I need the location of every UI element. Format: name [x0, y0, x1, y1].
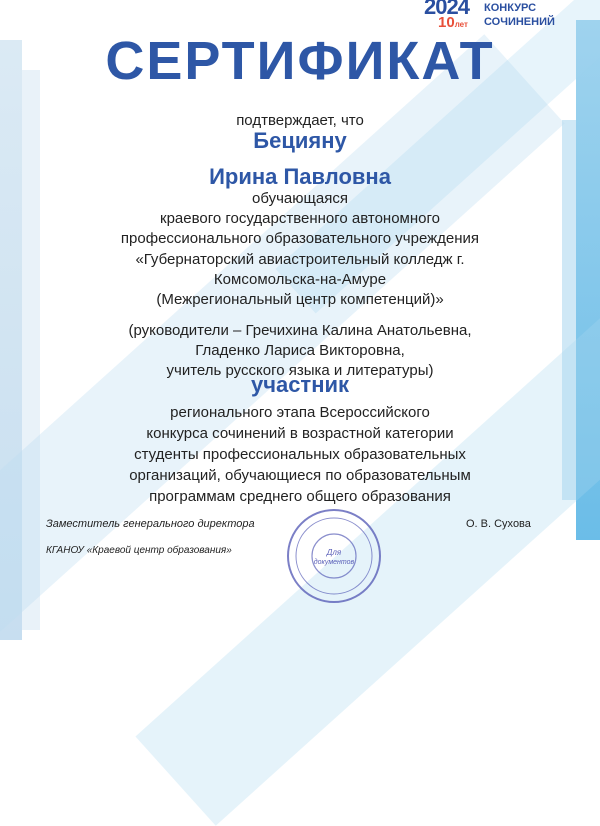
institution-line: (Межрегиональный центр компетенций)»: [156, 291, 444, 308]
confirms-text: подтверждает, что: [236, 112, 364, 129]
logo-year: 2024: [424, 0, 469, 19]
signer-name: О. В. Сухова: [466, 518, 531, 530]
institution-line: профессионального образовательного учреждения: [120, 230, 480, 247]
logo-text-line1: КОНКУРС: [484, 2, 537, 14]
supervisors-line: (руководители – Гречихина Калина Анатольевна,: [128, 322, 472, 339]
svg-text:Для: Для: [326, 548, 342, 557]
certificate-title: СЕРТИФИКАТ: [105, 31, 495, 91]
supervisors-line: учитель русского языка и литературы): [166, 362, 434, 379]
institution-line: «Губернаторский авиастроительный колледж г.: [135, 251, 465, 268]
contest-line: организаций, обучающиеся по образовательным: [129, 467, 471, 484]
institution-line: краевого государственного автономного: [160, 210, 440, 227]
contest-line: программам среднего общего образования: [149, 488, 451, 505]
svg-text:документов: документов: [313, 559, 355, 566]
logo-anniversary: 10лет: [438, 14, 468, 31]
signer-organization: КГАНОУ «Краевой центр образования»: [46, 545, 232, 556]
contest-line: регионального этапа Всероссийского: [170, 404, 430, 421]
contest-line: конкурса сочинений в возрастной категории: [146, 425, 454, 442]
institution-line: Комсомольска-на-Амуре: [213, 271, 387, 288]
participant-status: участник: [250, 372, 350, 397]
official-stamp: [284, 506, 384, 606]
contest-line: студенты профессиональных образовательных: [134, 446, 466, 463]
logo-text-line2: СОЧИНЕНИЙ: [484, 16, 555, 28]
recipient-first-name: Ирина Павловна: [209, 164, 391, 189]
recipient-surname: Бецияну: [253, 128, 347, 153]
supervisors-line: Гладенко Лариса Викторовна,: [195, 342, 405, 359]
recipient-role: обучающаяся: [252, 190, 348, 207]
signer-position: Заместитель генерального директора: [46, 518, 255, 530]
